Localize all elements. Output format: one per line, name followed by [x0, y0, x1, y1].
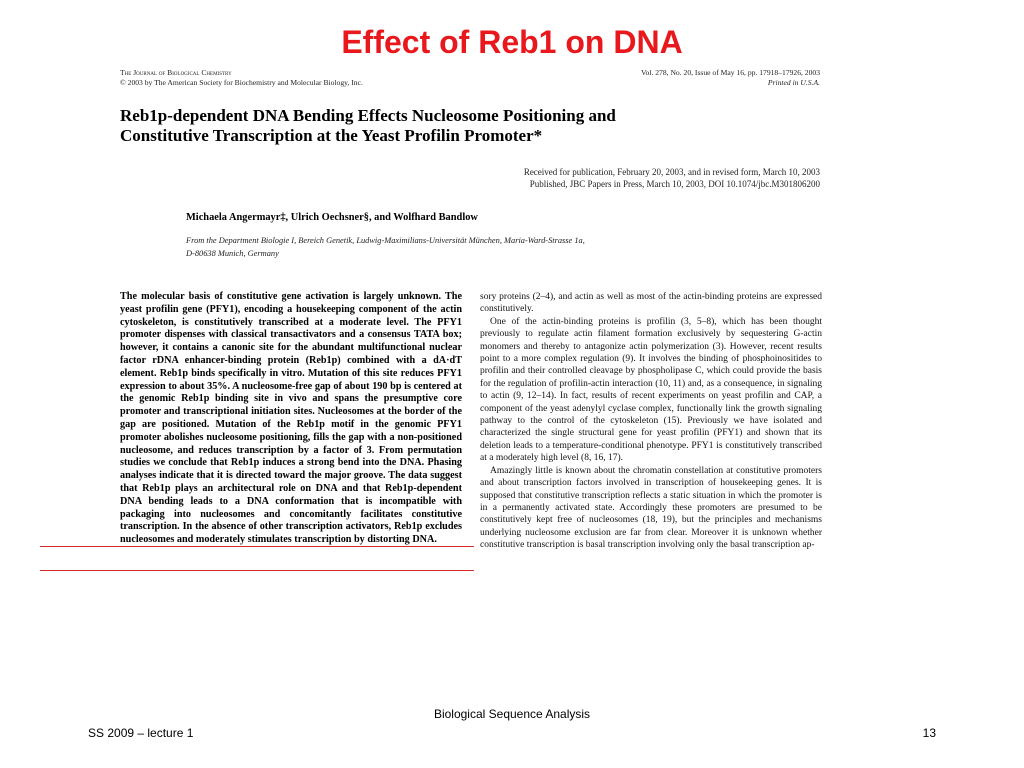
abstract: The molecular basis of constitutive gene activation is largely unknown. The yeast profilin gene (PFY1), encoding a housekeeping component of the actin cytoskeleton, is constitutively transcribed at a moderate level. The PFY1 promoter dispenses with classical transactivators and a consensus TATA box; however, it contains a canonic site for the abundant multifunctional nuclear factor rDNA enhancer-binding protein (Reb1p) combined with a dA·dT element. Reb1p binds specifically in vitro. Mutation of this site reduces PFY1 expression to about 35%. A nucleosome-free gap of about 190 bp is centered at the genomic Reb1p binding site in vivo and spans the presumptive core promoter and transcriptional initiation sites. Nucleosomes at the border of the gap are positioned. Mutation of the Reb1p motif in the genomic PFY1 promoter abolishes nucleosome positioning, fills the gap with a non-positioned nucleosome, and reduces transcription by a factor of 3. From permutation studies we conclude that Reb1p induces a strong bend into the DNA. Phasing analyses indicate that it is directed toward the major groove. The data suggest that Reb1p plays an architectural role on DNA and that Reb1p-dependent DNA bending leads to a DNA conformation that is incompatible with packaging into nucleosomes and concomitantly facilitates constitutive transcription. In the absence of other transcription activators, Reb1p excludes nucleosomes and moderately stimulates transcription by distorting DNA.	[120, 291, 462, 546]
received-line: Received for publication, February 20, 2003, and in revised form, March 10, 2003	[523, 167, 820, 177]
journal-name: The Journal of Biological Chemistry	[120, 68, 232, 77]
affiliation	[186, 234, 822, 260]
affiliation-line-1: From the Department Biologie I, Bereich Genetik, Ludwig-Maximilians-Universität München, Maria-Ward-Strasse 1a,	[186, 236, 585, 245]
paper-title	[120, 106, 820, 146]
volume-line: Vol. 278, No. 20, Issue of May 16, pp. 17918–17926, 2003	[641, 68, 820, 77]
paper-title-line-2: Constitutive Transcription at the Yeast Profilin Promoter*	[120, 126, 543, 145]
volume-info	[641, 68, 820, 87]
slide-number: 13	[922, 726, 936, 740]
body-paragraph: One of the actin-binding proteins is profilin (3, 5–8), which has been thought previously to regulate actin filament formation exclusively by sequestering G-actin monomers and thereby to antagonize actin polymerization (3). However, recent results point to a more complex regulation (9). It involves the binding of phosphoinositides to profilin and their controlled cleavage by phospholipase C, which could provide the basis for the regulation of profilin-actin interaction (10, 11) and, as a consequence, in signaling to actin (9, 12–14). In fact, results of recent experiments on yeast profilin and CAP, a component of the yeast adenylyl cyclase complex, functionally link the growth signaling pathway to the control of the cytoskeleton (15). Previously we have isolated and characterized the single structural gene for yeast profilin (PFY1) and shown that its deletion leads to a temperature-conditional phenotype. PFY1 is constitutively transcribed at a moderately high level (8, 16, 17).	[480, 316, 822, 464]
highlight-line-top	[40, 546, 474, 547]
highlight-line-bottom	[40, 570, 474, 571]
body-text-column	[480, 291, 822, 552]
body-paragraph: Amazingly little is known about the chromatin constellation at constitutive promoters and about transcription factors involved in transcription of housekeeping genes. It is supposed that constitutive transcription reflects a static situation in which the promoter is in a permanently activated state. Accordingly these promoters are presumed to be constitutively kept free of nucleosomes (18, 19), but the principles and mechanisms underlying nucleosome exclusion are far from clear. Moreover it is unknown whether constitutive transcription is basal transcription involving only the basal transcription ap-	[480, 465, 822, 551]
slide-title: Effect of Reb1 on DNA	[341, 24, 683, 60]
paper-title-line-1: Reb1p-dependent DNA Bending Effects Nucleosome Positioning and	[120, 106, 616, 125]
journal-header	[120, 68, 363, 87]
paper-excerpt-image	[114, 68, 826, 692]
body-paragraph: sory proteins (2–4), and actin as well as most of the actin-binding proteins are expressed constitutively.	[480, 292, 822, 315]
printed-in: Printed in U.S.A.	[767, 77, 820, 87]
published-line: Published, JBC Papers in Press, March 10, 2003, DOI 10.1074/jbc.M301806200	[529, 179, 820, 189]
footer-course-title: Biological Sequence Analysis	[433, 707, 591, 721]
journal-copyright: © 2003 by The American Society for Biochemistry and Molecular Biology, Inc.	[120, 77, 363, 87]
authors: Michaela Angermayr‡, Ulrich Oechsner§, and Wolfhard Bandlow	[186, 212, 478, 223]
footer-lecture: SS 2009 – lecture 1	[88, 726, 194, 740]
affiliation-line-2: D-80638 Munich, Germany	[186, 249, 279, 258]
publication-dates	[524, 166, 820, 190]
